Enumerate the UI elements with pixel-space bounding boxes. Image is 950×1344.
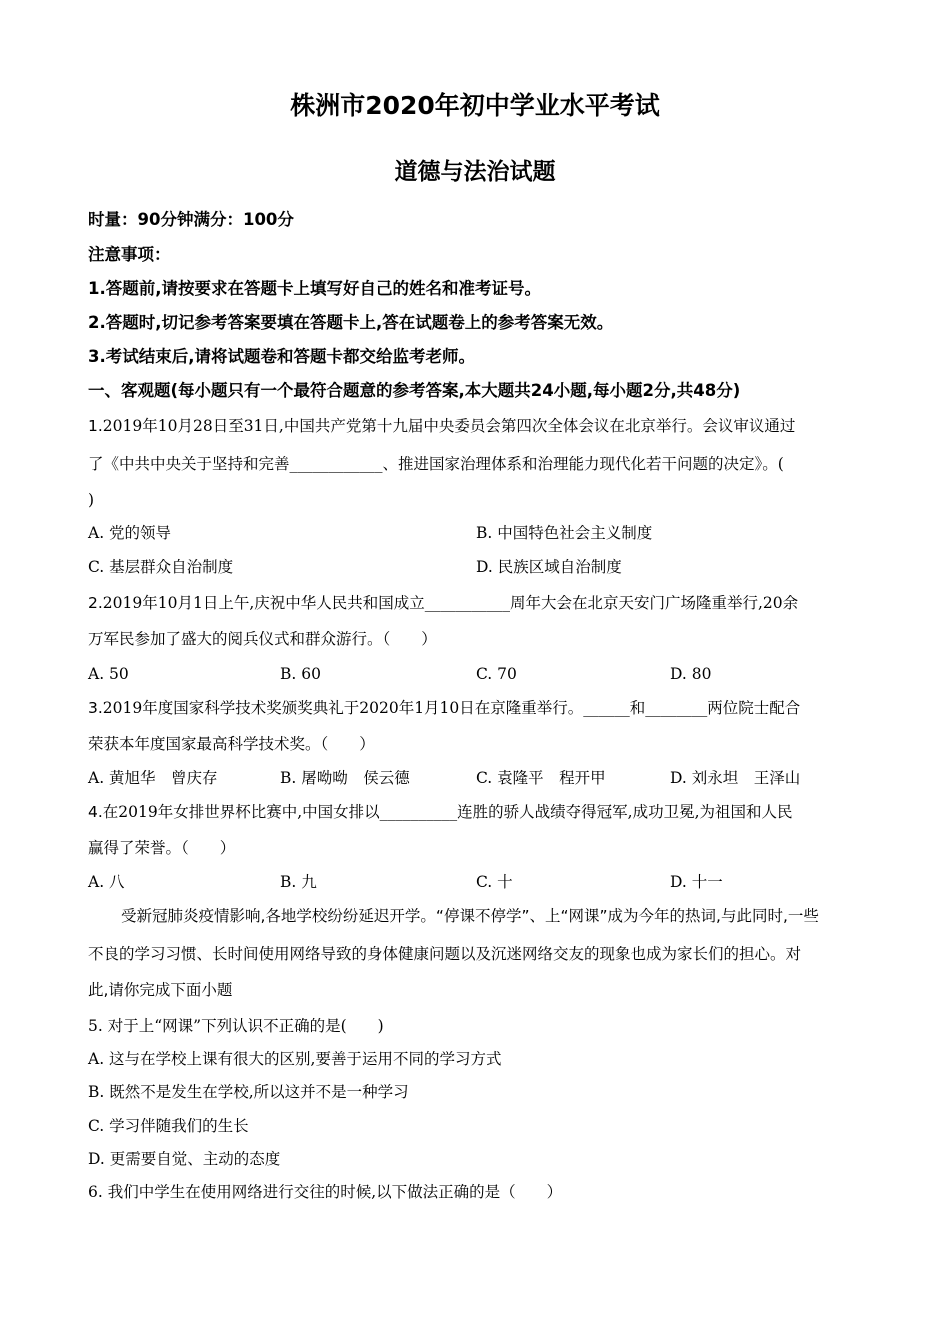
passage-line: 不良的学习习惯、长时间使用网络导致的身体健康问题以及沉迷网络交友的现象也成为家长们的担心。对 [88,945,802,963]
exam-title: 株洲市2020年初中学业水平考试 [290,91,660,120]
option-a: A. 黄旭华 曾庆存 [88,769,218,787]
question-3-stem [88,697,800,719]
question-number: 2. [88,594,103,612]
question-text: 万军民参加了盛大的阅兵仪式和群众游行。（ ） [88,630,437,648]
option-d: D. 更需要自觉、主动的态度 [88,1150,281,1168]
option-b: B. 60 [280,665,321,683]
time-info: 时量：90分钟满分：100分 [88,210,294,229]
option-c: C. 十 [476,873,513,891]
option-a: A. 八 [88,873,125,891]
notes-title: 注意事项： [88,245,171,264]
question-text: 2019年10月1日上午,庆祝中华人民共和国成立___________周年大会在北京天安门广场隆重举行,20余 [102,594,799,612]
option-c: C. 基层群众自治制度 [88,558,234,576]
question-6-stem: 6. 我们中学生在使用网络进行交往的时候,以下做法正确的是（ ） [88,1183,563,1201]
question-number: 1. [88,417,103,435]
question-text: 2019年度国家科学技术奖颁奖典礼于2020年1月10日在京隆重举行。______和________两位院士配合 [102,699,801,717]
question-number: 3. [88,699,103,717]
question-text: ) [88,491,95,509]
section-heading: 一、客观题(每小题只有一个最符合题意的参考答案,本大题共24小题,每小题2分,共48分) [88,381,741,400]
option-b: B. 既然不是发生在学校,所以这并不是一种学习 [88,1083,409,1101]
question-5-stem: 5. 对于上“网课”下列认识不正确的是( ) [88,1017,384,1035]
option-c: C. 袁隆平 程开甲 [476,769,606,787]
option-c: C. 70 [476,665,517,683]
exam-subtitle: 道德与法治试题 [394,159,556,185]
option-b: B. 中国特色社会主义制度 [476,524,653,542]
note-item: 1.答题前,请按要求在答题卡上填写好自己的姓名和准考证号。 [88,279,542,298]
question-1-stem [88,415,795,437]
option-c: C. 学习伴随我们的生长 [88,1117,249,1135]
passage-line: 此,请你完成下面小题 [88,981,233,999]
note-item: 3.考试结束后,请将试题卷和答题卡都交给监考老师。 [88,347,476,366]
option-d: D. 十一 [670,873,723,891]
question-text: 在2019年女排世界杯比赛中,中国女排以__________连胜的骄人战绩夺得冠军,成功卫冕,为祖国和人民 [102,803,793,821]
option-b: B. 屠呦呦 侯云德 [280,769,410,787]
question-text: 了《中共中央关于坚持和完善____________、推进国家治理体系和治理能力现代化若干问题的决定》。( [88,455,784,473]
option-a: A. 这与在学校上课有很大的区别,要善于运用不同的学习方式 [88,1050,502,1068]
question-text: 赢得了荣誉。（ ） [88,839,236,857]
option-a: A. 党的领导 [88,524,172,542]
passage-line: 受新冠肺炎疫情影响,各地学校纷纷延迟开学。“停课不停学”、上“网课”成为今年的热词,与此同时,一些 [121,907,819,925]
option-b: B. 九 [280,873,317,891]
option-d: D. 刘永坦 王泽山 [670,769,801,787]
option-d: D. 80 [670,665,712,683]
question-4-stem [88,801,793,823]
question-number: 4. [88,803,103,821]
question-2-stem [88,592,798,614]
note-item: 2.答题时,切记参考答案要填在答题卡上,答在试题卷上的参考答案无效。 [88,313,614,332]
question-text: 荣获本年度国家最高科学技术奖。（ ） [88,735,375,753]
option-a: A. 50 [88,665,129,683]
question-text: 2019年10月28日至31日,中国共产党第十九届中央委员会第四次全体会议在北京举行。会议审议通过 [102,417,796,435]
option-d: D. 民族区域自治制度 [476,558,622,576]
